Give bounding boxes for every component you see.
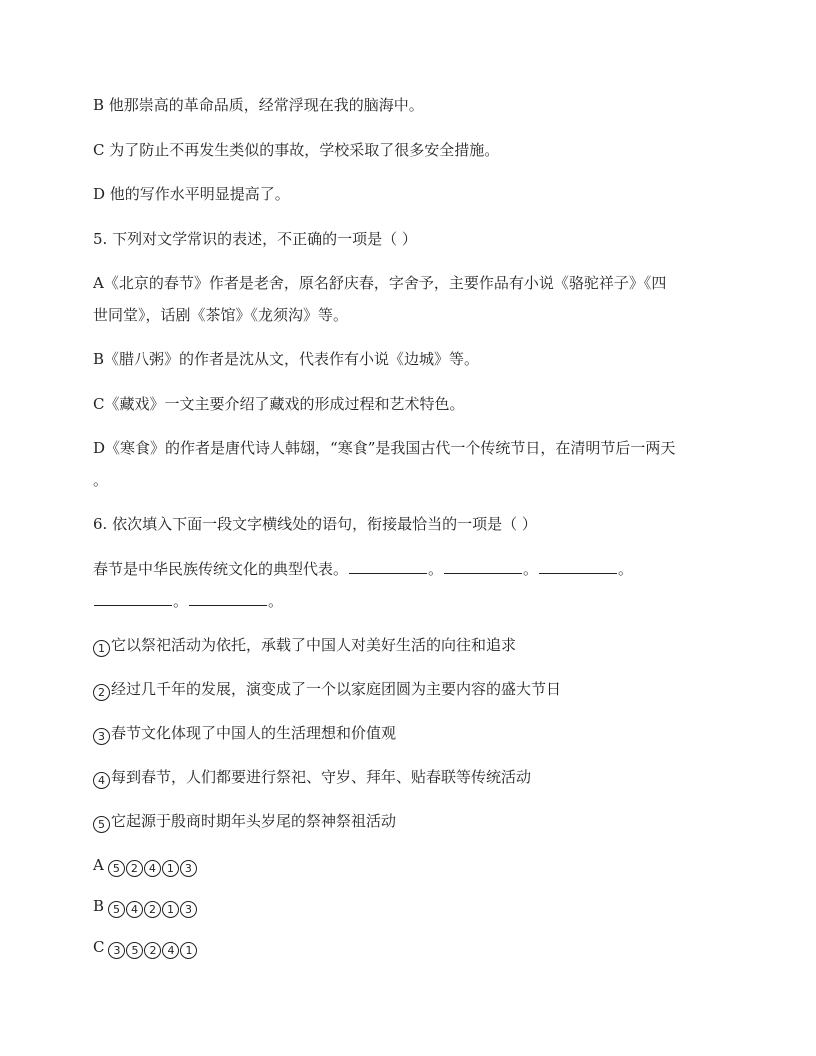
circled-number: 5 [93, 816, 110, 833]
q5-option-c: C《藏戏》一文主要介绍了藏戏的形成过程和艺术特色。 [93, 395, 465, 413]
q6-item-1 [93, 635, 516, 657]
fill-blank-4[interactable] [94, 591, 172, 606]
fill-blank-1[interactable] [349, 559, 427, 574]
circled-number: 1 [162, 901, 179, 918]
circled-number: 5 [126, 942, 143, 959]
q6-option-a [93, 855, 198, 877]
option-label: C [93, 938, 105, 956]
fill-blank-5[interactable] [189, 591, 267, 606]
circled-number: 2 [144, 901, 161, 918]
q6-option-c [93, 937, 198, 959]
q5-option-b: B《腊八粥》的作者是沈从文，代表作有小说《边城》等。 [93, 350, 480, 368]
circled-number: 3 [180, 901, 197, 918]
q6-item-text: 它以祭祀活动为依托，承载了中国人对美好生活的向往和追求 [111, 636, 517, 654]
fill-blank-2[interactable] [444, 559, 522, 574]
q4-option-c: C 为了防止不再发生类似的事故，学校采取了很多安全措施。 [93, 141, 500, 159]
q6-item-text: 春节文化体现了中国人的生活理想和价值观 [111, 724, 397, 742]
circled-number: 4 [93, 772, 110, 789]
blank-separator: 。 [173, 592, 189, 610]
circled-number: 1 [162, 860, 179, 877]
circled-number: 5 [108, 901, 125, 918]
q4-option-d: D 他的写作水平明显提高了。 [93, 185, 290, 203]
circled-number: 1 [93, 640, 110, 657]
q6-option-b [93, 896, 198, 918]
blank-separator: 。 [428, 560, 444, 578]
circled-number: 4 [162, 942, 179, 959]
q6-item-5 [93, 811, 396, 833]
q6-item-text: 经过几千年的发展，演变成了一个以家庭团圆为主要内容的盛大节日 [111, 680, 562, 698]
q4-option-b: B 他那崇高的革命品质，经常浮现在我的脑海中。 [93, 96, 424, 114]
q5-option-d-line1: D《寒食》的作者是唐代诗人韩翃，“寒食”是我国古代一个传统节日，在清明节后一两天 [93, 439, 676, 457]
option-label: A [93, 856, 104, 874]
fill-blank-3[interactable] [539, 559, 617, 574]
blank-separator: 。 [268, 592, 284, 610]
circled-number: 2 [93, 684, 110, 701]
q6-passage-line2 [93, 591, 283, 611]
q5-option-a-line2: 世同堂》，话剧《茶馆》《龙须沟》等。 [93, 306, 349, 324]
q6-item-text: 每到春节，人们都要进行祭祀、守岁、拜年、贴春联等传统活动 [111, 768, 532, 786]
circled-number: 1 [180, 942, 197, 959]
circled-number: 4 [126, 901, 143, 918]
circled-number: 3 [180, 860, 197, 877]
circled-number: 3 [108, 942, 125, 959]
circled-number: 2 [144, 942, 161, 959]
option-label: B [93, 897, 105, 915]
blank-separator: 。 [523, 560, 539, 578]
q6-item-3 [93, 723, 396, 745]
q6-passage-line1 [93, 559, 633, 579]
circled-number: 2 [126, 860, 143, 877]
q6-passage-text: 春节是中华民族传统文化的典型代表。 [93, 560, 349, 578]
q6-item-2 [93, 679, 561, 701]
q6-item-text: 它起源于殷商时期年头岁尾的祭神祭祖活动 [111, 812, 397, 830]
blank-separator: 。 [618, 560, 634, 578]
q5-stem: 5. 下列对文学常识的表述，不正确的一项是（ ） [93, 230, 417, 248]
q5-option-d-line2: 。 [93, 471, 109, 489]
circled-number: 3 [93, 728, 110, 745]
circled-number: 5 [108, 860, 125, 877]
q6-stem: 6. 依次填入下面一段文字横线处的语句，衔接最恰当的一项是（ ） [93, 515, 537, 533]
q5-option-a-line1: A《北京的春节》作者是老舍，原名舒庆春，字舍予，主要作品有小说《骆驼祥子》《四 [93, 274, 667, 292]
circled-number: 4 [144, 860, 161, 877]
q6-item-4 [93, 767, 531, 789]
